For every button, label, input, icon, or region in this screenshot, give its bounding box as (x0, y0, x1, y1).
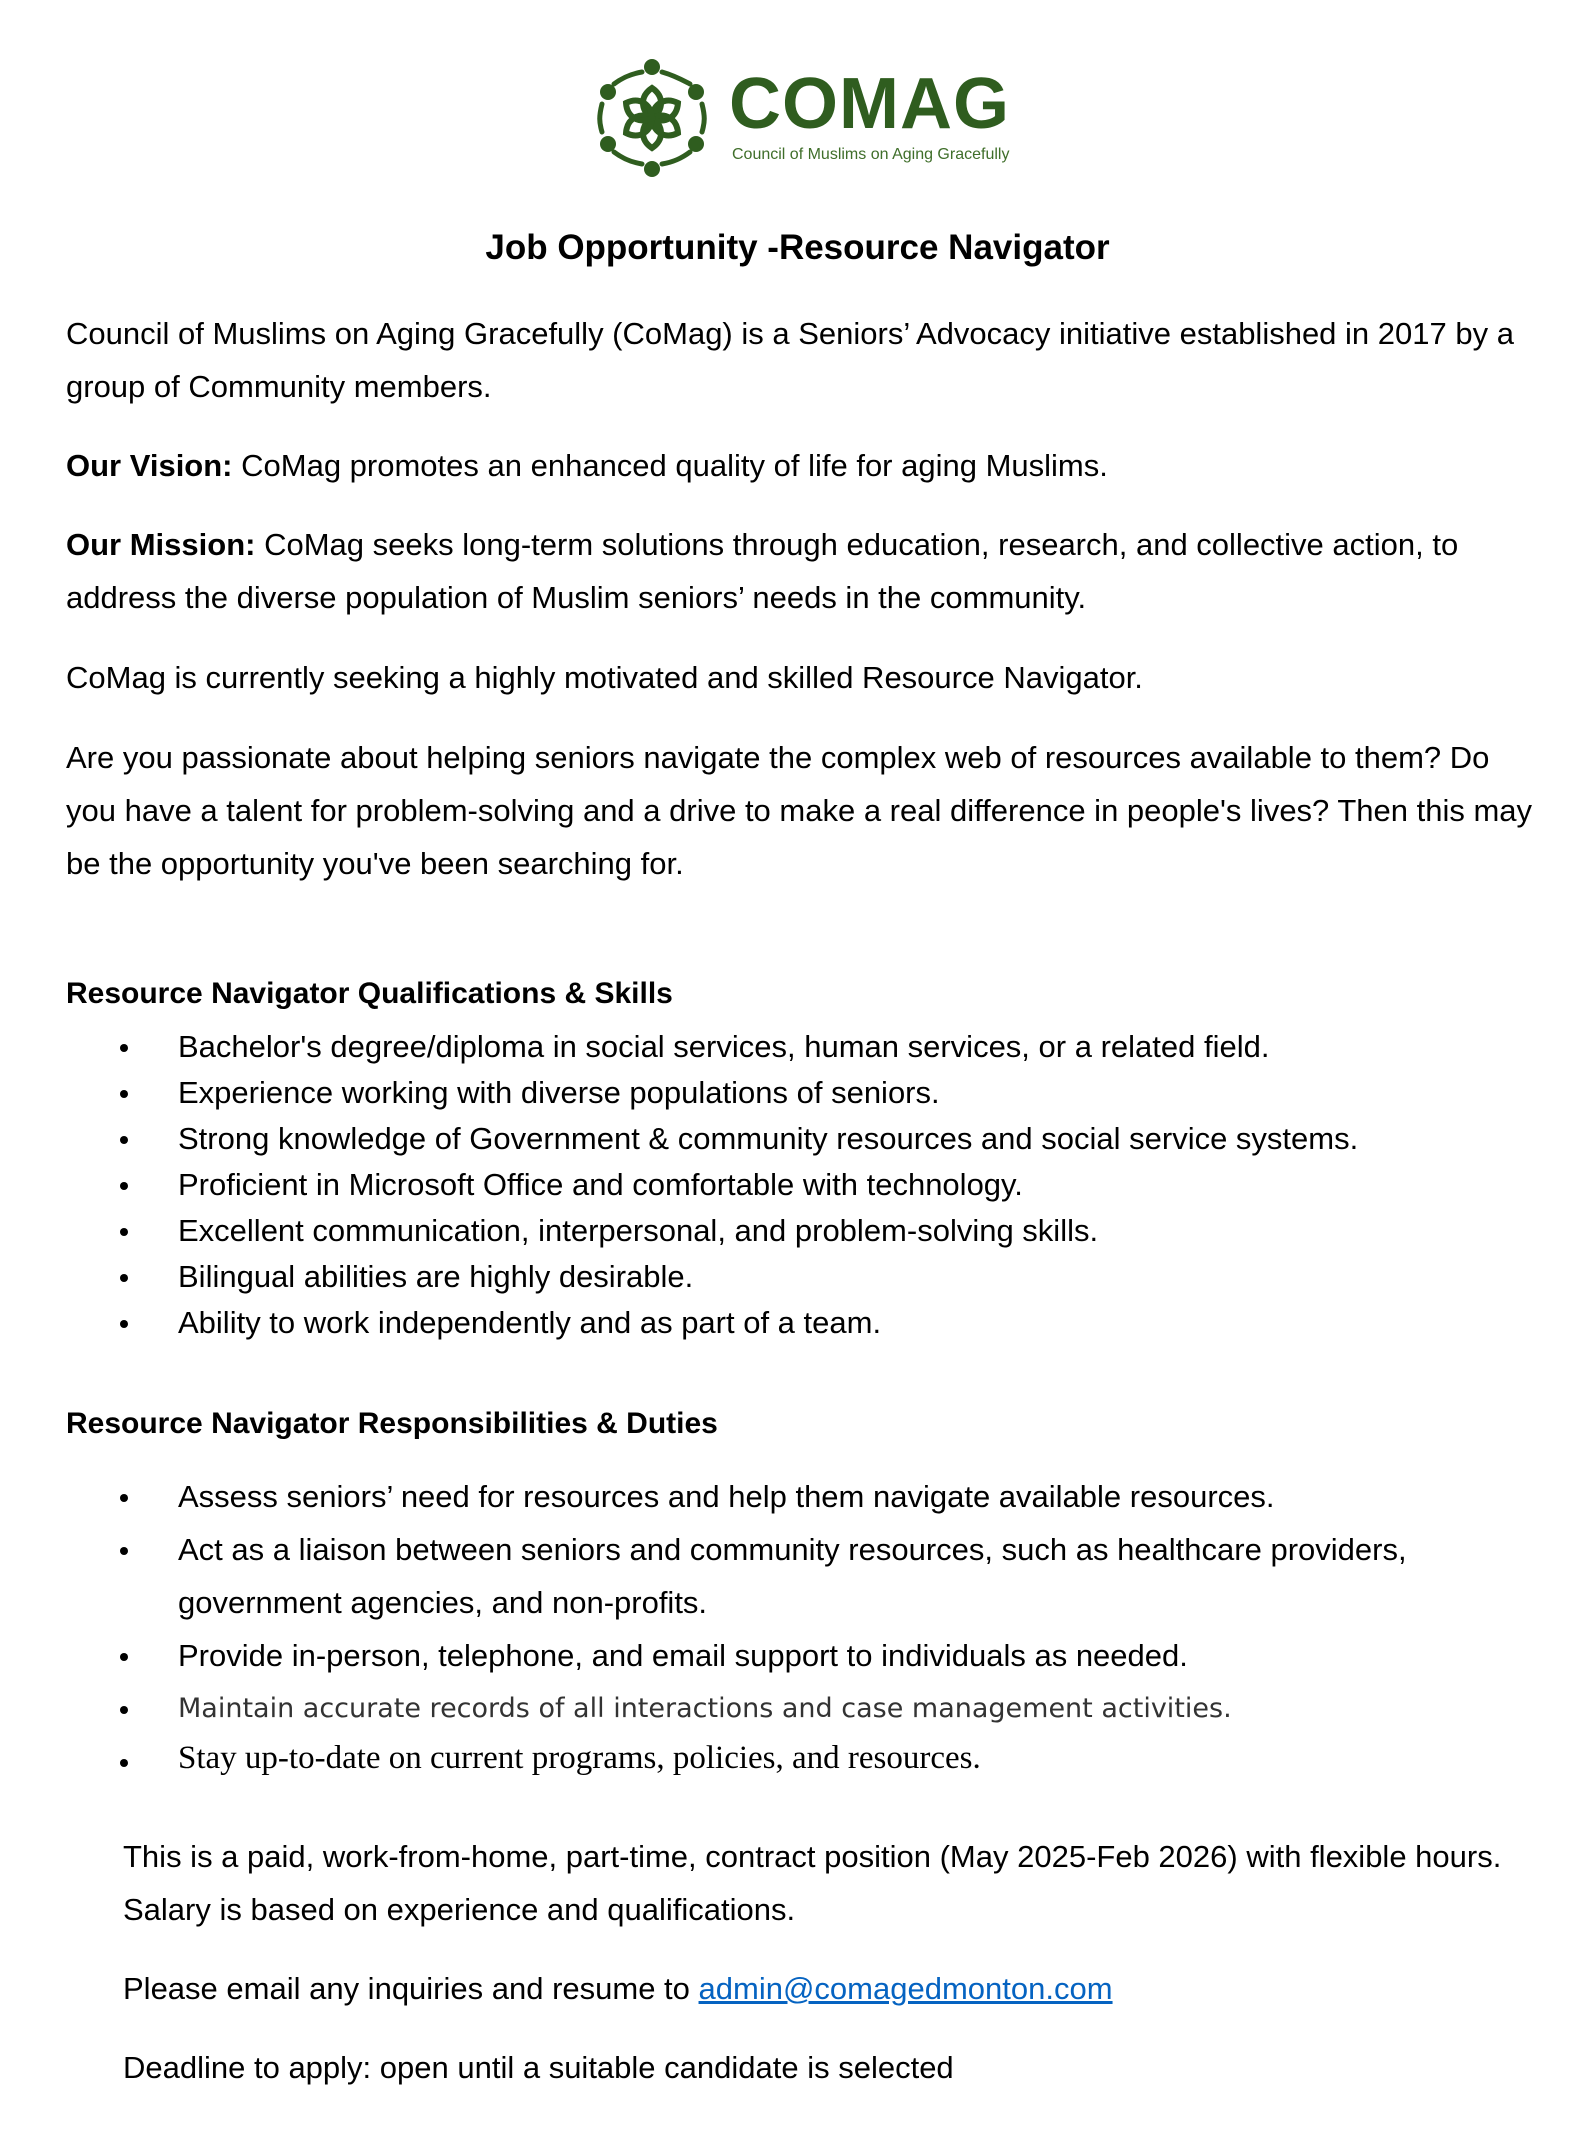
list-item: Proficient in Microsoft Office and comfortable with technology. (66, 1162, 1546, 1208)
list-item: Bachelor's degree/diploma in social services, human services, or a related field. (66, 1024, 1546, 1070)
logo-wordmark: COMAG (729, 64, 1010, 144)
comag-emblem-icon (592, 58, 712, 178)
list-item: Bilingual abilities are highly desirable. (66, 1254, 1546, 1300)
page-title: Job Opportunity -Resource Navigator (485, 228, 1110, 267)
mission-label: Our Mission: (66, 527, 256, 562)
bullet-icon (120, 1494, 128, 1502)
list-item: Excellent communication, interpersonal, and problem-solving skills. (66, 1208, 1546, 1254)
list-item: Ability to work independently and as part of a team. (66, 1300, 1546, 1346)
bullet-icon (120, 1320, 128, 1328)
pitch-paragraph: Are you passionate about helping seniors navigate the complex web of resources available to them? Do you have a talent for problem-solving and a drive to make a real difference in people's lives? Then this may be the opportunity you've been searching for. (66, 740, 1533, 881)
email-link[interactable]: admin@comagedmonton.com (698, 1971, 1113, 2006)
vision-paragraph (66, 439, 1546, 492)
mission-paragraph (66, 518, 1546, 624)
bullet-icon (120, 1274, 128, 1282)
responsibilities-list (66, 1470, 1546, 1781)
intro-paragraph: Council of Muslims on Aging Gracefully (CoMag) is a Seniors’ Advocacy initiative established in 2017 by a group of Community members. (66, 316, 1514, 404)
comag-logo (592, 58, 1022, 188)
bullet-icon (120, 1136, 128, 1144)
contact-paragraph (123, 1962, 1543, 2015)
list-item: Act as a liaison between seniors and community resources, such as healthcare providers, government agencies, and non-profits. (66, 1523, 1546, 1629)
bullet-icon (120, 1653, 128, 1661)
mission-text: CoMag seeks long-term solutions through education, research, and collective action, to address the diverse population of Muslim seniors’ needs in the community. (66, 527, 1459, 615)
list-item: Provide in-person, telephone, and email support to individuals as needed. (66, 1629, 1546, 1682)
deadline-paragraph: Deadline to apply: open until a suitable candidate is selected (123, 2050, 954, 2085)
bullet-icon (120, 1090, 128, 1098)
list-item: Stay up-to-date on current programs, policies, and resources. (66, 1735, 1546, 1781)
logo-tagline: Council of Muslims on Aging Gracefully (732, 146, 1010, 163)
bullet-icon (120, 1182, 128, 1190)
qualifications-heading: Resource Navigator Qualifications & Skills (66, 977, 673, 1010)
list-item: Experience working with diverse populations of seniors. (66, 1070, 1546, 1116)
responsibilities-heading: Resource Navigator Responsibilities & Duties (66, 1407, 718, 1440)
list-item: Assess seniors’ need for resources and help them navigate available resources. (66, 1470, 1546, 1523)
bullet-icon (120, 1044, 128, 1052)
vision-text: CoMag promotes an enhanced quality of life for aging Muslims. (232, 448, 1108, 483)
list-item: Strong knowledge of Government & community resources and social service systems. (66, 1116, 1546, 1162)
bullet-icon (120, 1228, 128, 1236)
contact-text: Please email any inquiries and resume to (123, 1971, 699, 2006)
bullet-icon (120, 1706, 128, 1714)
bullet-icon (120, 1547, 128, 1555)
list-item: Maintain accurate records of all interactions and case management activities. (66, 1682, 1546, 1735)
position-paragraph: This is a paid, work-from-home, part-time, contract position (May 2025-Feb 2026) with flexible hours. Salary is based on experience and qualifications. (123, 1839, 1502, 1927)
qualifications-list (66, 1024, 1546, 1346)
seeking-paragraph: CoMag is currently seeking a highly motivated and skilled Resource Navigator. (66, 660, 1143, 695)
bullet-icon (120, 1759, 128, 1767)
vision-label: Our Vision: (66, 448, 233, 483)
